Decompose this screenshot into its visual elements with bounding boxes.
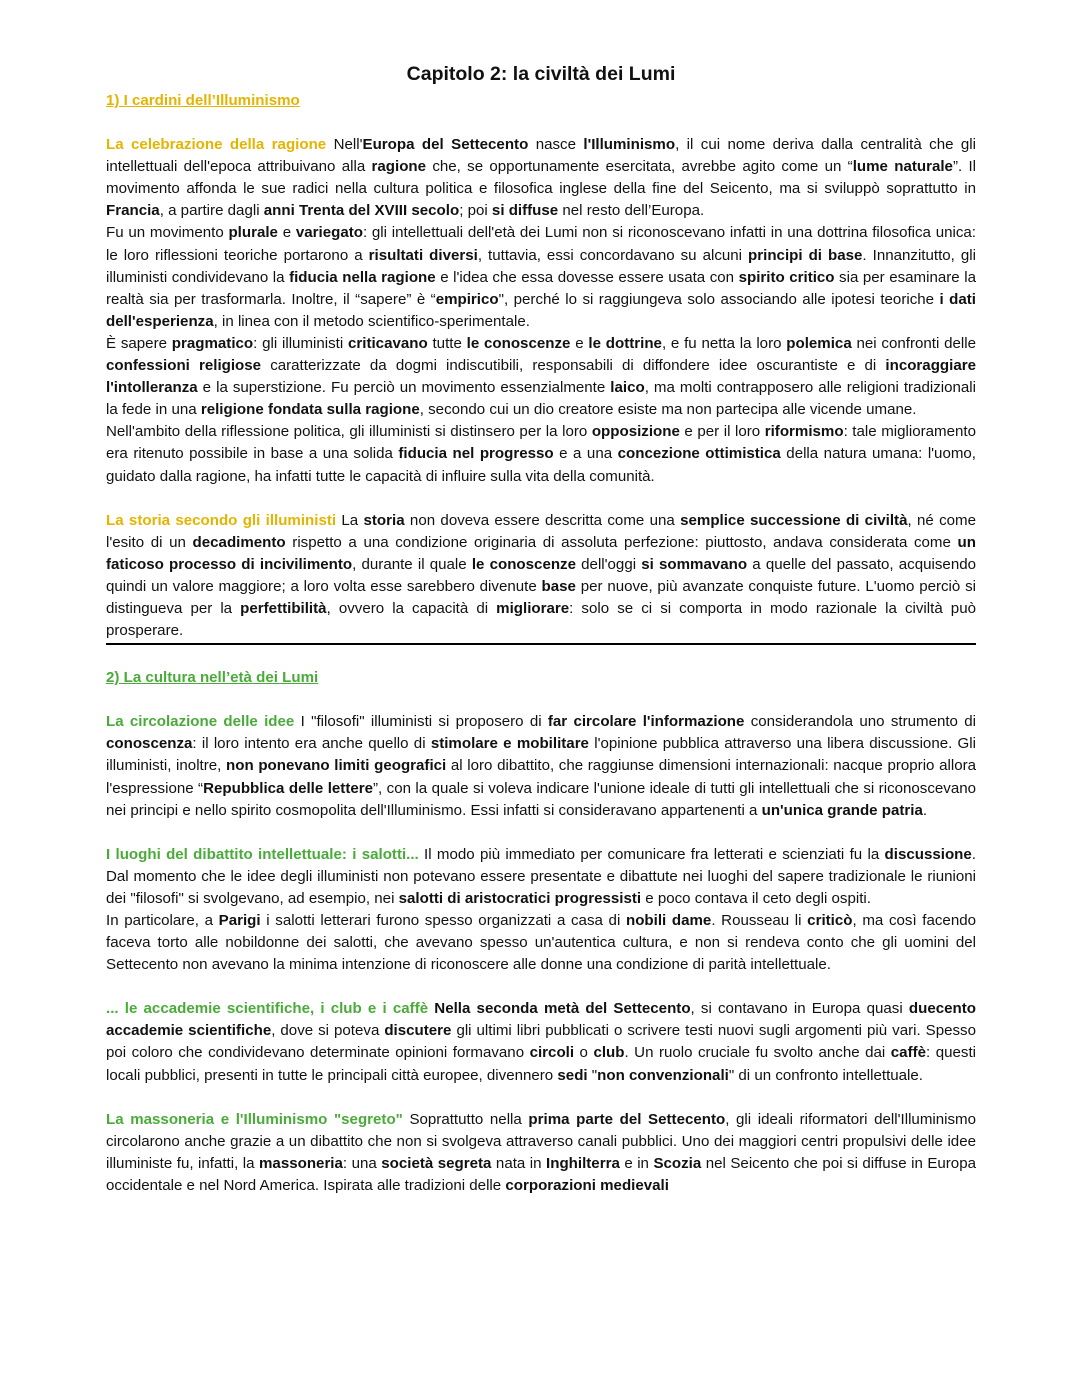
- paragraph: [106, 711, 976, 821]
- text: ", perché lo si raggiungeva solo associando alle ipotesi teoriche: [498, 290, 940, 308]
- paragraph-lead: I luoghi del dibattito intellettuale: i salotti...: [106, 845, 419, 863]
- bold-text: le dottrine: [588, 334, 662, 352]
- text: " di un confronto intellettuale.: [728, 1066, 923, 1084]
- text: : tale miglioramento era ritenuto possibile in base a una solida: [106, 423, 976, 463]
- bold-text: criticavano: [348, 334, 428, 352]
- bold-text: polemica: [786, 334, 852, 352]
- text: , ma molti contrapposero alle religioni tradizionali la fede in una: [106, 379, 976, 419]
- bold-text: massoneria: [259, 1154, 343, 1172]
- bold-text: non ponevano limiti geografici: [226, 757, 447, 775]
- text: l'opinione pubblica attraverso una libera discussione. Gli illuministi, inoltre,: [106, 735, 976, 775]
- bold-text: storia: [363, 511, 405, 529]
- text: ": [587, 1066, 598, 1084]
- bold-text: Repubblica delle lettere: [203, 779, 374, 797]
- text: nei confronti delle: [851, 334, 976, 352]
- bold-text: riformismo: [764, 423, 844, 441]
- bold-text: perfettibilità: [240, 599, 327, 617]
- text: e: [277, 224, 296, 242]
- text: : gli illuministi: [253, 334, 348, 352]
- bold-text: circoli: [529, 1044, 575, 1062]
- text: e l'idea che essa dovesse essere usata con: [435, 268, 739, 286]
- text: sia per esaminare la realtà sia per trasformarla. Inoltre, il “sapere” è “: [106, 268, 976, 308]
- bold-text: i dati dell'esperienza: [106, 290, 976, 330]
- text: considerandola uno strumento di: [744, 713, 976, 731]
- bold-text: ragione: [371, 158, 427, 176]
- bold-text: Inghilterra: [546, 1154, 620, 1172]
- bold-text: incoraggiare l'intolleranza: [106, 357, 976, 397]
- paragraph-lead: La circolazione delle idee: [106, 713, 295, 731]
- bold-text: Scozia: [653, 1154, 702, 1172]
- text: al loro dibattito, che raggiunse dimensioni internazionali: nacque proprio allora l'espressione “: [106, 757, 977, 797]
- bold-text: lume naturale: [852, 158, 953, 176]
- text: e per il loro: [679, 423, 765, 441]
- bold-text: principi di base: [748, 246, 863, 264]
- text: tutte: [427, 334, 467, 352]
- text: , né come l'esito di un: [106, 511, 977, 551]
- block-salotti: [106, 844, 976, 977]
- text: Nell'ambito della riflessione politica, gli illuministi si distinsero per la loro: [106, 423, 592, 441]
- bold-text: decadimento: [192, 533, 286, 551]
- paragraph-lead: La storia secondo gli illuministi: [106, 511, 337, 529]
- bold-text: confessioni religiose: [106, 357, 262, 375]
- bold-text: pragmatico: [171, 334, 254, 352]
- paragraph: [106, 421, 976, 487]
- text: , e fu netta la loro: [661, 334, 787, 352]
- text: Soprattutto nella: [402, 1110, 529, 1128]
- text: . Innanzitutto, gli illuministi condividevano la: [106, 246, 976, 286]
- paragraph: [106, 910, 976, 976]
- bold-text: laico: [610, 379, 645, 397]
- bold-text: l'Illuminismo: [583, 136, 676, 154]
- bold-text: anni Trenta del XVIII secolo: [263, 202, 460, 220]
- paragraph: [106, 333, 976, 421]
- text: . Dal momento che le idee degli illuministi non potevano essere presentate e dibattute nei luoghi del sapere tradizionale le riunioni dei "filosofi" si svolgevano, ad esempio, nei: [106, 845, 976, 907]
- paragraph-lead: ... le accademie scientifiche, i club e i caffè: [106, 1000, 429, 1018]
- block-accademie-caffe: [106, 998, 976, 1086]
- bold-text: spirito critico: [738, 268, 835, 286]
- bold-text: le conoscenze: [466, 334, 571, 352]
- text: Il modo più immediato per comunicare fra letterati e scienziati fu la: [418, 845, 885, 863]
- text: , durante il quale: [352, 555, 472, 573]
- text: ”. Il movimento affonda le sue radici nella cultura politica e filosofica inglese della fine del Seicento, ma si sviluppò soprattutto in: [106, 158, 977, 198]
- text: Nell': [326, 136, 363, 154]
- text: nel resto dell’Europa.: [558, 202, 705, 220]
- paragraph: [106, 998, 976, 1086]
- text: I "filosofi" illuministi si proposero di: [294, 713, 548, 731]
- bold-text: club: [593, 1044, 625, 1062]
- bold-text: base: [541, 577, 576, 595]
- bold-text: concezione ottimistica: [617, 445, 781, 463]
- text: nata in: [491, 1154, 547, 1172]
- text: nasce: [528, 136, 584, 154]
- text: , ovvero la capacità di: [326, 599, 497, 617]
- bold-text: prima parte del Settecento: [528, 1110, 726, 1128]
- bold-text: Francia: [106, 202, 160, 220]
- bold-text: sedi: [557, 1066, 588, 1084]
- text: , dove si poteva: [271, 1022, 385, 1040]
- paragraph: [106, 134, 976, 222]
- bold-text: empirico: [435, 290, 499, 308]
- bold-text: discussione: [884, 845, 972, 863]
- bold-text: semplice successione di civiltà: [680, 511, 908, 529]
- text: della natura umana: l'uomo, guidato dalla ragione, ha infatti tutte le capacità di influire sulla vita della comunità.: [106, 445, 977, 485]
- bold-text: plurale: [228, 224, 278, 242]
- paragraph: [106, 510, 976, 643]
- bold-text: far circolare l'informazione: [547, 713, 745, 731]
- text: , in linea con il metodo scientifico-sperimentale.: [213, 312, 530, 330]
- paragraph: [106, 222, 976, 332]
- bold-text: Europa del Settecento: [362, 136, 529, 154]
- text: : questi locali pubblici, presenti in tutte le principali città europee, divennero: [106, 1044, 976, 1084]
- text: a quelle del passato, acquisendo quindi un valore maggiore; a loro volta esse sarebbero divenute: [106, 555, 976, 595]
- text: , il cui nome deriva dalla centralità che gli intellettuali dell'epoca attribuivano alla: [106, 136, 976, 176]
- section-divider: [106, 643, 976, 645]
- bold-text: caffè: [890, 1044, 927, 1062]
- bold-text: corporazioni medievali: [505, 1176, 669, 1194]
- text: Fu un movimento: [106, 224, 229, 242]
- text: e a una: [553, 445, 618, 463]
- paragraph-lead: La celebrazione della ragione: [106, 136, 327, 154]
- bold-text: duecento accademie scientifiche: [106, 1000, 976, 1040]
- bold-text: nobili dame: [625, 912, 712, 929]
- text: e: [570, 334, 589, 352]
- bold-text: religione fondata sulla ragione: [200, 401, 420, 419]
- bold-text: migliorare: [496, 599, 570, 617]
- bold-text: Nella seconda metà del Settecento: [434, 1000, 691, 1018]
- text: In particolare, a: [106, 912, 219, 929]
- text: , secondo cui un dio creatore esiste ma non partecipa alle vicende umane.: [419, 401, 917, 419]
- paragraph-lead: La massoneria e l'Illuminismo "segreto": [106, 1110, 403, 1128]
- paragraph: [106, 1109, 976, 1197]
- bold-text: un'unica grande patria: [761, 801, 923, 819]
- bold-text: conoscenza: [106, 735, 193, 753]
- text: non doveva essere descritta come una: [404, 511, 681, 529]
- text: ”, con la quale si voleva indicare l'unione ideale di tutti gli intellettuali che si riconoscevano nei principi e nello spirito cosmopolita dell'Illuminismo. Essi infatti si consideravano appartenenti a: [106, 779, 977, 819]
- section-heading-2: 2) La cultura nell’età dei Lumi: [106, 669, 319, 687]
- bold-text: stimolare e mobilitare: [430, 735, 589, 753]
- text: . Un ruolo cruciale fu svolto anche dai: [624, 1044, 891, 1062]
- bold-text: criticò: [807, 912, 853, 929]
- bold-text: salotti di aristocratici progressisti: [398, 889, 642, 907]
- bold-text: risultati diversi: [368, 246, 478, 264]
- text: gli ultimi libri pubblicati o scrivere testi nuovi sugli argomenti più vari. Spesso poi coloro che condividevano determinate opinioni formavano: [106, 1022, 976, 1062]
- text: per nuove, più avanzate conquiste future. L'uomo perciò si distingueva per la: [106, 577, 976, 617]
- text: : gli intellettuali dell'età dei Lumi non si riconoscevano infatti in una dottrina filosofica unica: le loro riflessioni teoriche portarono a: [106, 224, 976, 264]
- text: . Rousseau li: [711, 912, 808, 929]
- bold-text: società segreta: [381, 1154, 492, 1172]
- text: dell'oggi: [576, 555, 642, 573]
- text: , tuttavia, essi concordavano su alcuni: [477, 246, 749, 264]
- text: ; poi: [459, 202, 492, 220]
- bold-text: Parigi: [218, 912, 261, 929]
- bold-text: si sommavano: [641, 555, 748, 573]
- text: e in: [619, 1154, 654, 1172]
- text: , si contavano in Europa quasi: [690, 1000, 909, 1018]
- text: nel Seicento che poi si diffuse in Europa occidentale e nel Nord America. Ispirata alle tradizioni delle: [106, 1154, 976, 1194]
- text: , gli ideali riformatori dell'Illuminismo circolarono anche grazie a un dibattito che non si svolgeva attraverso canali pubblici. Uno dei maggiori centri propulsivi delle idee illuministe fu, infatti, la: [106, 1110, 977, 1172]
- document-page: [106, 58, 976, 1197]
- text: che, se opportunamente esercitata, avrebbe agito come un “: [426, 158, 853, 176]
- text: : il loro intento era anche quello di: [192, 735, 431, 753]
- bold-text: fiducia nel progresso: [398, 445, 554, 463]
- text: : solo se ci si comporta in modo razionale la civiltà può prosperare.: [106, 599, 976, 640]
- page-title: Capitolo 2: la civiltà dei Lumi: [406, 63, 676, 85]
- bold-text: le conoscenze: [471, 555, 576, 573]
- block-circolazione-idee: [106, 711, 976, 821]
- text: i salotti letterari furono spesso organizzati a casa di: [260, 912, 626, 929]
- text: e la superstizione. Fu perciò un movimento essenzialmente: [197, 379, 611, 397]
- text: : una: [342, 1154, 382, 1172]
- bold-text: si diffuse: [491, 202, 559, 220]
- block-celebrazione-ragione: [106, 134, 976, 488]
- bold-text: fiducia nella ragione: [289, 268, 436, 286]
- bold-text: opposizione: [591, 423, 680, 441]
- block-storia-illuministi: [106, 510, 976, 643]
- text: .: [922, 801, 928, 819]
- text: , a partire dagli: [159, 202, 264, 220]
- bold-text: discutere: [384, 1022, 452, 1040]
- text: e poco contava il ceto degli ospiti.: [641, 889, 871, 907]
- text: caratterizzate da dogmi indiscutibili, responsabili di diffondere idee oscurantiste e di: [261, 357, 886, 375]
- text: La: [336, 511, 364, 529]
- text: o: [574, 1044, 594, 1062]
- bold-text: non convenzionali: [597, 1066, 729, 1084]
- text: , ma così facendo faceva torto alle nobildonne dei salotti, che avevano spesso un'autentica cultura, e non si rendeva conto che gli uomini del Settecento non avevano la minima intenzione di riconoscere alle donne una condizione di parità intellettuale.: [106, 912, 977, 974]
- section-heading-1: 1) I cardini dell’Illuminismo: [106, 92, 300, 109]
- block-massoneria: [106, 1109, 976, 1197]
- text: rispetto a una condizione originaria di assoluta perfezione: piuttosto, andava considerata come: [285, 533, 958, 551]
- text: È sapere: [106, 334, 172, 352]
- paragraph: [106, 844, 976, 910]
- bold-text: un faticoso processo di incivilimento: [106, 533, 976, 573]
- bold-text: variegato: [295, 224, 363, 242]
